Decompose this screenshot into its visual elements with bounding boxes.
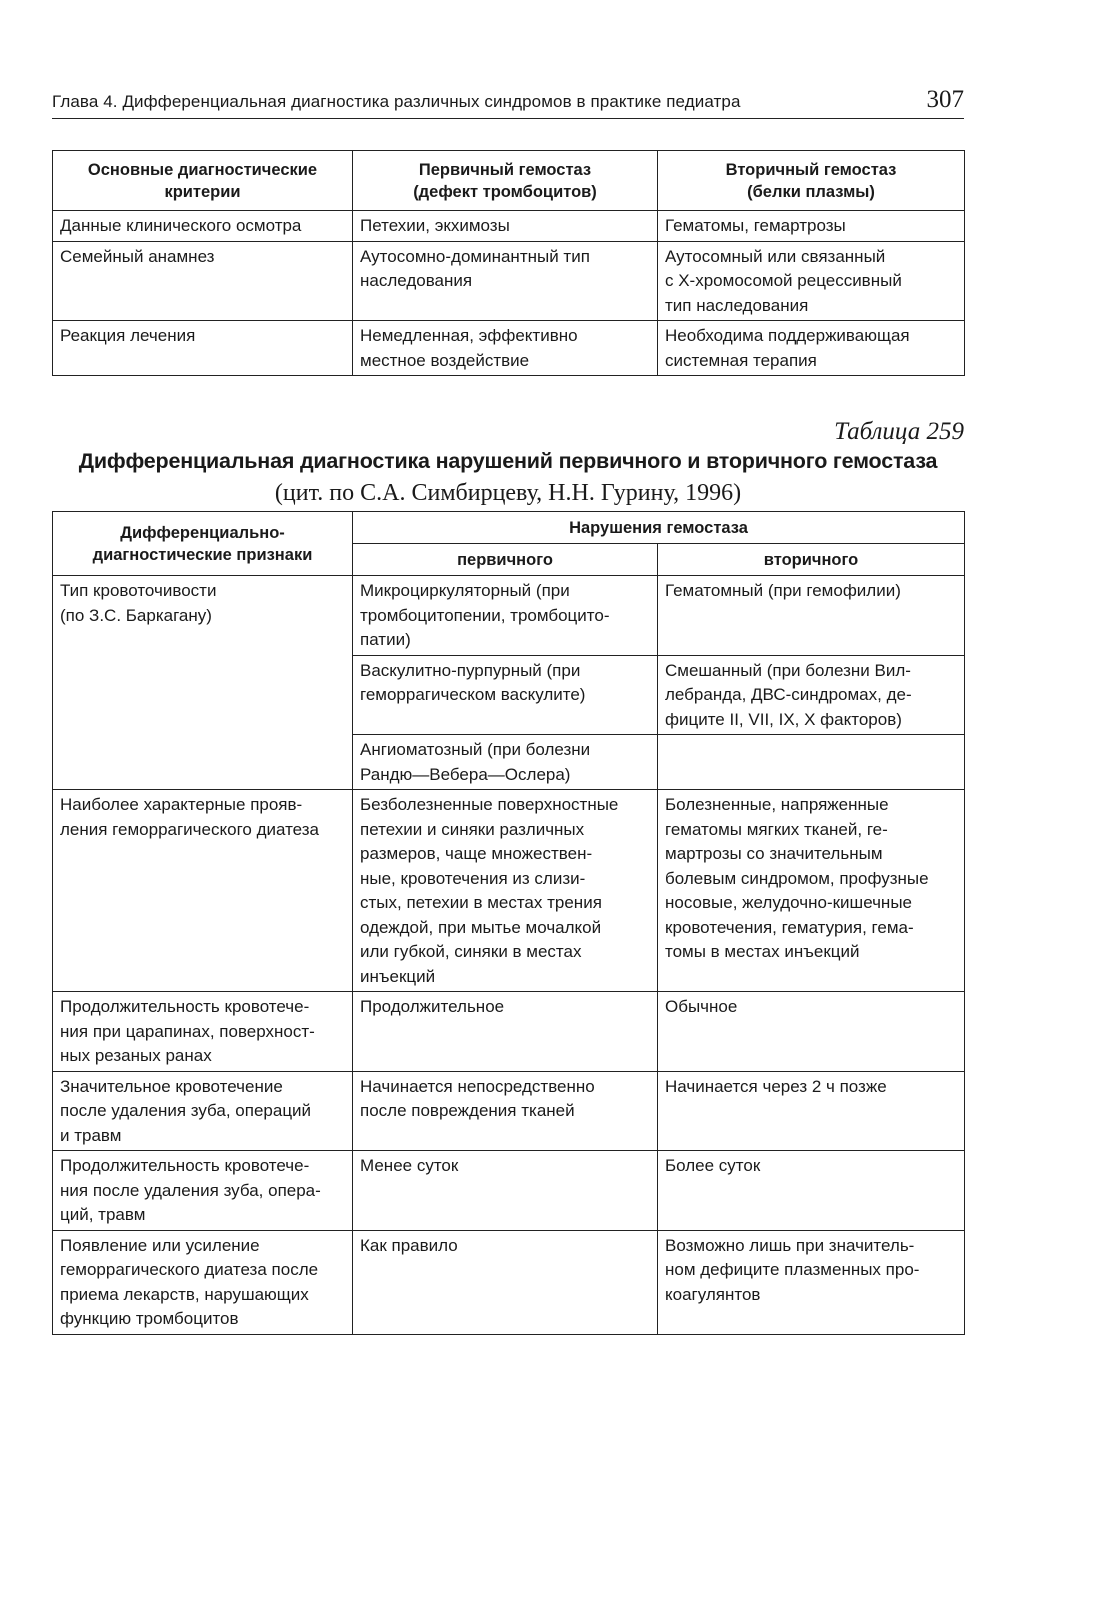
table-cell: Появление или усиление геморрагического диатеза после приема лекарств, нарушающих функцию тромбоцитов bbox=[53, 1230, 353, 1334]
table-cell: Необходима поддерживающая системная терапия bbox=[658, 321, 965, 376]
table-cell: Обычное bbox=[658, 992, 965, 1072]
column-group-header: Нарушения гемостаза bbox=[353, 512, 965, 544]
table-cell: Безболезненные поверхностные петехии и синяки различных размеров, чаще множествен- ные, кровотечения из слизи- стых, петехии в местах трения одеждой, при мытье мочалкой или губкой, синяки в местах инъекций bbox=[353, 790, 658, 992]
table-cell: Как правило bbox=[353, 1230, 658, 1334]
table-cell: Тип кровоточивости (по З.С. Баркагану) bbox=[53, 576, 353, 790]
column-header: вторичного bbox=[658, 544, 965, 576]
table-header-row bbox=[53, 151, 965, 211]
table-cell: Гематомы, гемартрозы bbox=[658, 211, 965, 242]
table-cell: Реакция лечения bbox=[53, 321, 353, 376]
hemostasis-criteria-table bbox=[52, 150, 965, 376]
table-header-row bbox=[53, 512, 965, 544]
table-row bbox=[53, 1230, 965, 1334]
table-cell: Продолжительное bbox=[353, 992, 658, 1072]
table-cell: Наиболее характерные прояв- ления геморрагического диатеза bbox=[53, 790, 353, 992]
table-cell: Значительное кровотечение после удаления зуба, операций и травм bbox=[53, 1071, 353, 1151]
table-cell: Более суток bbox=[658, 1151, 965, 1231]
table-cell: Продолжительность кровотече- ния после удаления зуба, опера- ций, травм bbox=[53, 1151, 353, 1231]
table-row bbox=[53, 992, 965, 1072]
table-source-citation: (цит. по С.А. Симбирцеву, Н.Н. Гурину, 1996) bbox=[274, 480, 742, 506]
table-cell: Смешанный (при болезни Вил- лебранда, ДВС-синдромах, де- фиците II, VII, IX, X факторов) bbox=[658, 655, 965, 735]
running-header bbox=[52, 82, 964, 119]
table-cell: Менее суток bbox=[353, 1151, 658, 1231]
table-cell: Продолжительность кровотече- ния при царапинах, поверхност- ных резаных ранах bbox=[53, 992, 353, 1072]
page-number: 307 bbox=[926, 86, 964, 113]
table-cell: Васкулитно-пурпурный (при геморрагическом васкулите) bbox=[353, 655, 658, 735]
table-title: Дифференциальная диагностика нарушений первичного и вторичного гемостаза bbox=[78, 449, 938, 473]
table-row bbox=[53, 211, 965, 242]
table-row bbox=[53, 576, 965, 656]
table-row bbox=[53, 1151, 965, 1231]
table-cell: Ангиоматозный (при болезни Рандю—Вебера—Ослера) bbox=[353, 735, 658, 790]
table-row bbox=[53, 790, 965, 992]
column-header: первичного bbox=[353, 544, 658, 576]
column-header: Вторичный гемостаз (белки плазмы) bbox=[658, 151, 965, 211]
table-cell: Начинается непосредственно после повреждения тканей bbox=[353, 1071, 658, 1151]
table-cell: Аутосомно-доминантный тип наследования bbox=[353, 241, 658, 321]
table-cell: Петехии, экхимозы bbox=[353, 211, 658, 242]
table-cell: Гематомный (при гемофилии) bbox=[658, 576, 965, 656]
column-header: Первичный гемостаз (дефект тромбоцитов) bbox=[353, 151, 658, 211]
table-cell: Возможно лишь при значитель- ном дефиците плазменных про- коагулянтов bbox=[658, 1230, 965, 1334]
table-cell: Болезненные, напряженные гематомы мягких тканей, ге- мартрозы со значительным болевым синдромом, профузные носовые, желудочно-кишечные кровотечения, гематурия, гема- томы в местах инъекций bbox=[658, 790, 965, 992]
column-header: Дифференциально- диагностические признаки bbox=[53, 512, 353, 576]
table-cell bbox=[658, 735, 965, 790]
table-cell: Немедленная, эффективно местное воздействие bbox=[353, 321, 658, 376]
table-cell: Данные клинического осмотра bbox=[53, 211, 353, 242]
table-cell: Начинается через 2 ч позже bbox=[658, 1071, 965, 1151]
table-row bbox=[53, 321, 965, 376]
table-row bbox=[53, 1071, 965, 1151]
table-cell: Микроциркуляторный (при тромбоцитопении, тромбоцито- патии) bbox=[353, 576, 658, 656]
column-header: Основные диагностические критерии bbox=[53, 151, 353, 211]
table-number-label: Таблица 259 bbox=[834, 418, 964, 445]
table-cell: Семейный анамнез bbox=[53, 241, 353, 321]
chapter-title: Глава 4. Дифференциальная диагностика различных синдромов в практике педиатра bbox=[52, 92, 741, 111]
table-cell: Аутосомный или связанный с X-хромосомой рецессивный тип наследования bbox=[658, 241, 965, 321]
table-row bbox=[53, 241, 965, 321]
hemostasis-differential-table bbox=[52, 511, 965, 1335]
